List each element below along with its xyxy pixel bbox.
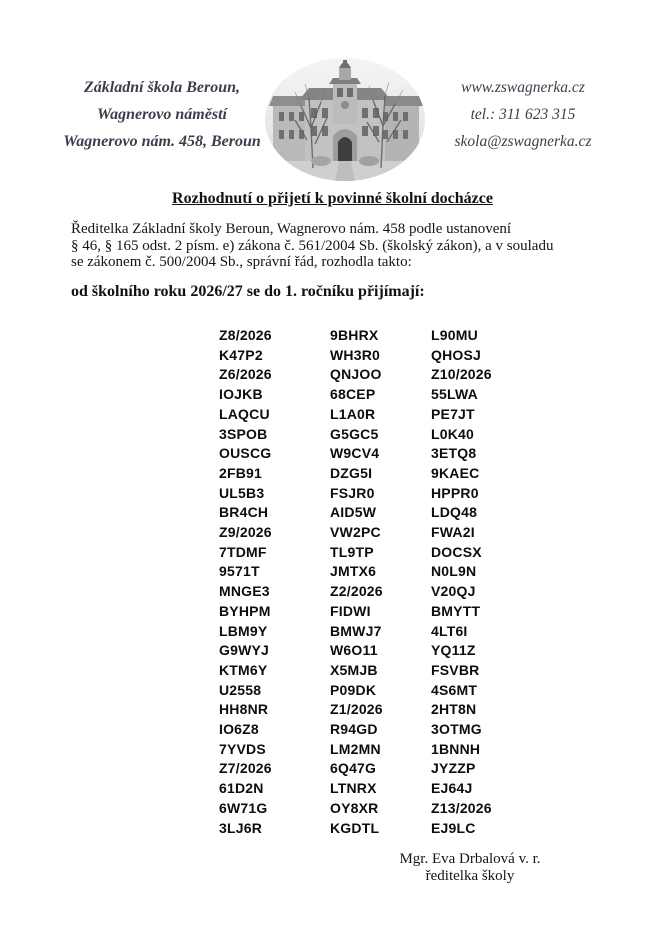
admission-code: V20QJ <box>431 583 476 600</box>
paragraph-line: Ředitelka Základní školy Beroun, Wagnerovo nám. 458 podle ustanovení <box>71 221 512 237</box>
admission-code: N0L9N <box>431 563 477 580</box>
admission-code: BMYTT <box>431 602 481 619</box>
admission-code: L90MU <box>431 327 478 343</box>
admission-code: IOJKB <box>219 386 263 403</box>
school-address-line: Wagnerovo nám. 458, Beroun <box>63 133 261 150</box>
admission-code: LDQ48 <box>431 504 478 521</box>
phone-text: tel.: 311 623 315 <box>470 106 576 123</box>
admission-code: X5MJB <box>330 661 378 678</box>
admission-code: Z7/2026 <box>219 760 272 777</box>
admission-code: PE7JT <box>431 405 475 422</box>
admission-code: 1BNNH <box>431 740 481 757</box>
admission-code: QNJOO <box>330 366 382 383</box>
admission-code: 68CEP <box>330 386 376 403</box>
admission-code: L0K40 <box>431 425 475 442</box>
admission-code: L1A0R <box>330 405 376 422</box>
admission-code: LBM9Y <box>219 622 268 639</box>
admission-code: KGDTL <box>330 819 380 836</box>
document-title: Rozhodnutí o přijetí k povinné školní docházce <box>172 190 493 207</box>
admission-code: 6Q47G <box>330 760 377 777</box>
admission-code: K47P2 <box>219 346 263 363</box>
admission-code: P09DK <box>330 681 377 698</box>
contact-block <box>423 74 623 155</box>
admission-code: UL5B3 <box>219 484 265 501</box>
admission-code: DZG5I <box>330 464 373 481</box>
admission-code: 3SPOB <box>219 425 268 442</box>
signature-name: Mgr. Eva Drbalová v. r. <box>399 851 541 867</box>
admission-code: Z9/2026 <box>219 524 272 541</box>
admission-code: 4LT6I <box>431 622 468 639</box>
admission-intro-line: od školního roku 2026/27 se do 1. ročníku přijímají: <box>71 283 425 300</box>
admission-code: BMWJ7 <box>330 622 382 639</box>
school-building-illustration <box>265 58 425 181</box>
admission-code: W9CV4 <box>330 445 380 462</box>
admission-code: JMTX6 <box>330 563 377 580</box>
admission-code: TL9TP <box>330 543 374 560</box>
admission-code: JYZZP <box>431 760 476 777</box>
admission-code: U2558 <box>219 681 262 698</box>
admission-code: QHOSJ <box>431 346 482 363</box>
admission-code: YQ11Z <box>431 642 476 659</box>
admission-code: Z2/2026 <box>330 583 383 600</box>
admission-code: Z1/2026 <box>330 701 383 718</box>
admission-code: G9WYJ <box>219 642 270 659</box>
admission-code: LM2MN <box>330 740 381 757</box>
admission-code: 6W71G <box>219 799 268 816</box>
signature-role: ředitelka školy <box>425 868 515 884</box>
paragraph-line: se zákonem č. 500/2004 Sb., správní řád, rozhodla takto: <box>71 254 412 270</box>
admission-code: W6O11 <box>330 642 378 659</box>
admission-code: 3LJ6R <box>219 819 263 836</box>
admission-code: LAQCU <box>219 405 270 422</box>
admission-code: LTNRX <box>330 780 377 797</box>
school-name-line: Základní škola Beroun, <box>83 79 241 96</box>
admission-code: 2HT8N <box>431 701 477 718</box>
website-text: www.zswagnerka.cz <box>461 79 585 96</box>
admission-code: EJ9LC <box>431 819 476 836</box>
admission-code: HH8NR <box>219 701 269 718</box>
admission-code: 9571T <box>219 563 260 580</box>
admission-code: HPPR0 <box>431 484 479 501</box>
admission-code: Z6/2026 <box>219 366 272 383</box>
admission-code: 4S6MT <box>431 681 478 698</box>
admission-code: Z8/2026 <box>219 327 272 343</box>
admission-code: FSVBR <box>431 661 480 678</box>
admission-code: FWA2I <box>431 524 475 541</box>
admission-code: EJ64J <box>431 780 473 797</box>
school-address-block <box>52 74 272 155</box>
admission-code: 9BHRX <box>330 327 379 343</box>
admitted-codes-list <box>219 326 492 838</box>
admission-code: 55LWA <box>431 386 478 403</box>
school-street-line: Wagnerovo náměstí <box>97 106 227 123</box>
admission-code: 9KAEC <box>431 464 480 481</box>
admission-code: OY8XR <box>330 799 379 816</box>
admission-code: R94GD <box>330 721 378 738</box>
admission-code: FSJR0 <box>330 484 375 501</box>
admission-code: KTM6Y <box>219 661 268 678</box>
admission-code: 7TDMF <box>219 543 267 560</box>
admission-code: VW2PC <box>330 524 381 541</box>
admission-code: Z13/2026 <box>431 799 492 816</box>
admission-code: 7YVDS <box>219 740 266 757</box>
admission-code: WH3R0 <box>330 346 381 363</box>
document-header <box>0 46 665 196</box>
admission-code: BYHPM <box>219 602 271 619</box>
admission-code: MNGE3 <box>219 583 270 600</box>
admission-code: OUSCG <box>219 445 272 462</box>
email-text: skola@zswagnerka.cz <box>454 133 592 150</box>
admission-code: 3OTMG <box>431 721 482 738</box>
admission-code: 3ETQ8 <box>431 445 477 462</box>
admission-code: DOCSX <box>431 543 482 560</box>
admission-code: IO6Z8 <box>219 721 259 738</box>
admission-code: AID5W <box>330 504 377 521</box>
admission-code: 61D2N <box>219 780 264 797</box>
signature-block <box>380 851 560 885</box>
admission-code: FIDWI <box>330 602 371 619</box>
school-building-photo <box>265 58 425 181</box>
admission-code: BR4CH <box>219 504 269 521</box>
paragraph-line: § 46, § 165 odst. 2 písm. e) zákona č. 561/2004 Sb. (školský zákon), a v souladu <box>71 237 554 254</box>
admission-code: 2FB91 <box>219 464 263 481</box>
admission-code: G5GC5 <box>330 425 379 442</box>
admission-code: Z10/2026 <box>431 366 492 383</box>
decision-paragraph <box>71 221 616 271</box>
